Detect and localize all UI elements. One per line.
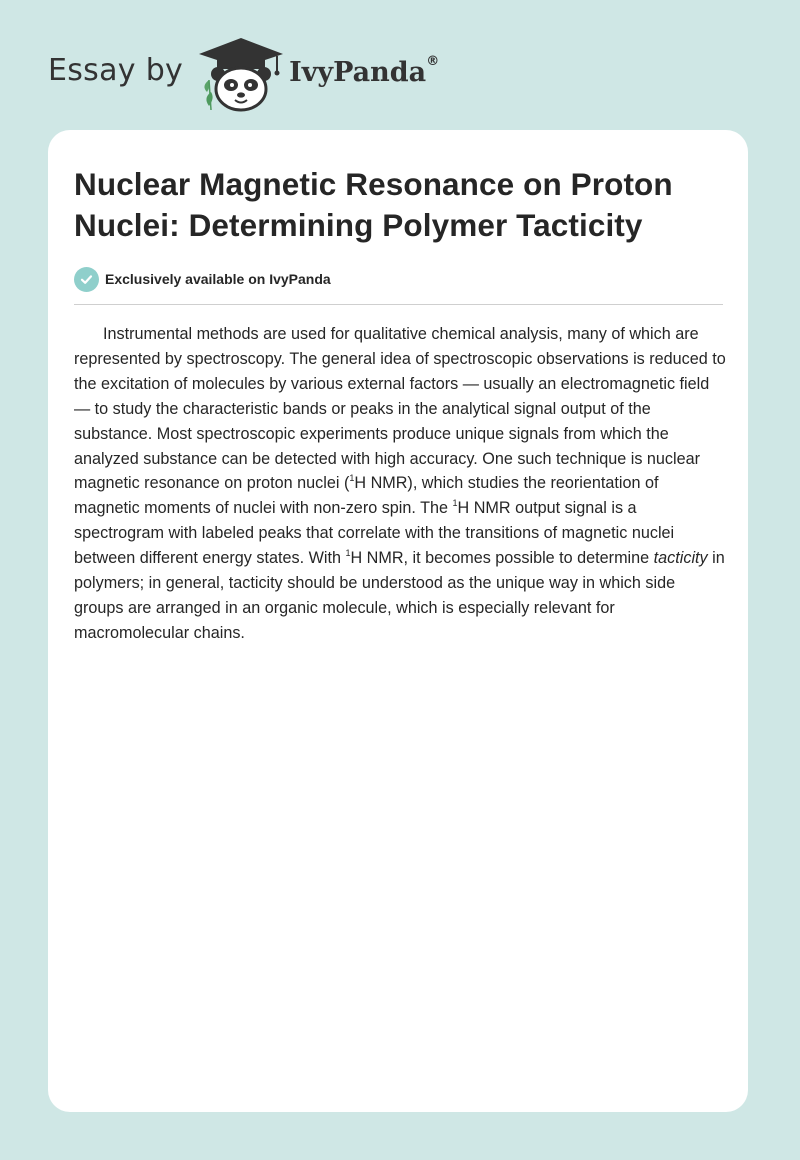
paragraph-text: H NMR), which studies the reorientation of magnetic moments of nuclei with non-zero spin. The — [74, 474, 659, 518]
brand-name[interactable] — [289, 53, 440, 88]
superscript: 1 — [452, 497, 458, 508]
superscript: 1 — [345, 547, 351, 558]
exclusive-badge — [74, 266, 722, 292]
essay-card — [48, 130, 748, 1112]
divider — [74, 304, 723, 305]
brand-wordmark: IvyPanda — [289, 56, 427, 88]
exclusive-badge-text: Exclusively available on IvyPanda — [105, 271, 331, 287]
emphasis-term: tacticity — [653, 549, 708, 568]
essay-title: Nuclear Magnetic Resonance on Proton Nuclei: Determining Polymer Tacticity — [74, 166, 673, 243]
paragraph-text: in polymers; in general, tacticity should be understood as the unique way in which side groups are arranged in an organic molecule, which is especially relevant for macromolecular chains. — [74, 549, 725, 642]
paragraph-text: H NMR, it becomes possible to determine — [350, 549, 654, 568]
paragraph-text: H NMR output signal is a spectrogram with labeled peaks that correlate with the transitions of magnetic nuclei between different energy states. With — [74, 499, 675, 568]
registered-mark: ® — [426, 53, 440, 69]
essay-by-label: Essay by — [48, 52, 184, 88]
site-header — [48, 34, 439, 114]
panda-logo-icon[interactable] — [195, 34, 287, 114]
superscript: 1 — [349, 473, 355, 484]
essay-paragraph — [74, 322, 726, 646]
check-icon — [74, 267, 99, 292]
paragraph-text: Instrumental methods are used for qualitative chemical analysis, many of which are represented by spectroscopy. The general idea of spectroscopic observations is reduced to the excitation of molecules by various external factors — usually an electromagnetic field — to study the characteristic bands or peaks in the analytical signal output of the substance. Most spectroscopic experiments produce unique signals from which the analyzed substance can be detected with high accuracy. One such technique is nuclear magnetic resonance on proton nuclei ( — [74, 325, 726, 493]
